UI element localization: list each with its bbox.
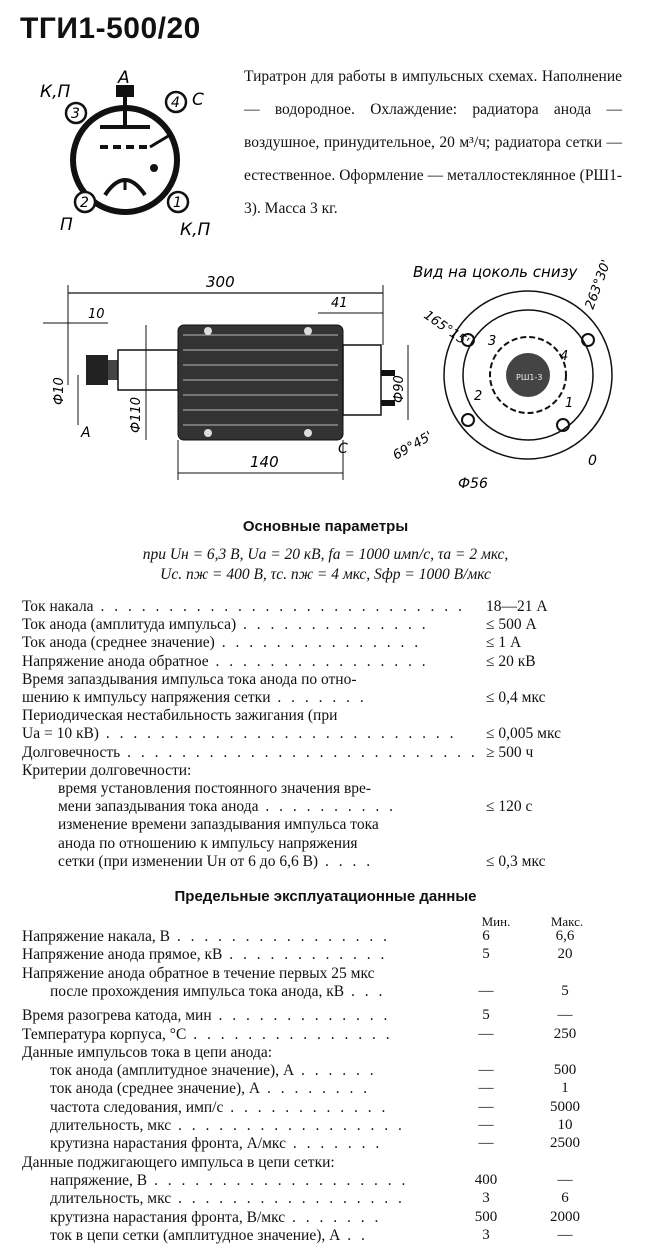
param-label: Ток анода (среднее значение) <box>22 634 215 652</box>
limit-max: 5000 <box>550 1098 580 1115</box>
limit-label: Время разогрева катода, мин <box>22 1007 212 1025</box>
limit-min: 5 <box>482 1007 490 1024</box>
limit-label: частота следования, имп/с <box>50 1098 224 1116</box>
limit-max: — <box>557 1171 573 1188</box>
limit-label: Напряжение анода обратное в течение первых 25 мкс <box>22 964 375 982</box>
leader-dots: . . . <box>344 982 386 1000</box>
leader-dots: . . . . . . <box>294 1062 377 1080</box>
leader-dots: . . <box>340 1226 368 1244</box>
angle-69: 69°45' <box>390 428 436 464</box>
socket-text: РШ1-3 <box>516 373 543 382</box>
limit-label: крутизна нарастания фронта, А/мкс <box>50 1135 286 1153</box>
param-label: время установления постоянного значения вре- <box>58 780 372 797</box>
limit-min: 3 <box>482 1226 490 1243</box>
limit-max: 6,6 <box>555 928 575 944</box>
limit-label: ток анода (среднее значение), А <box>50 1080 261 1098</box>
limit-row <box>22 1007 390 1025</box>
angle-0: 0 <box>588 453 597 469</box>
param-value: ≤ 0,005 мкс <box>486 725 561 743</box>
param-label: Напряжение анода обратное <box>22 652 209 670</box>
dimension-drawing <box>28 255 628 505</box>
limit-max: 6 <box>561 1190 569 1207</box>
conditions-line-1: при Uн = 6,3 В, Uа = 20 кВ, fа = 1000 имп/с, τа = 2 мкс, <box>142 546 509 563</box>
param-row <box>22 725 456 743</box>
dim-41: 41 <box>331 296 348 311</box>
limit-row <box>22 1044 272 1062</box>
leader-dots: . . . . . . . . . . . . . . . . . . . <box>147 1171 409 1189</box>
description-text: Тиратрон для работы в импульсных схемах. Наполнение — водородное. Охлаждение: радиатора анода — воздушное, принудительное, 20 м³/ч; радиатора сетки — естественное. Оформление — металлостеклянное (РШ1-3). Масса 3 кг. <box>244 68 622 217</box>
pin-1-label: 1 <box>173 195 182 211</box>
param-row <box>22 744 478 762</box>
param-row <box>58 835 358 853</box>
leader-dots: . . . . . . . . . . . . . . . . . . . . . . . . . . . <box>93 598 465 615</box>
pin-2-label: 2 <box>80 195 89 211</box>
pin-kp-bottom-label: К,П <box>180 220 211 240</box>
leader-dots: . . . . . . . . . . . . . . . . . . . . . . . . . . <box>120 743 478 761</box>
param-label: Периодическая нестабильность зажигания (при <box>22 707 338 725</box>
label-c: С <box>338 441 348 457</box>
leader-dots: . . . . . . . . . . . . . . . <box>214 634 422 652</box>
param-label: Долговечность <box>22 743 121 761</box>
param-row <box>22 598 465 616</box>
leader-dots: . . . . . . . . . . <box>258 798 396 816</box>
angle-263: 263°30' <box>582 257 615 312</box>
limit-row <box>22 928 390 946</box>
param-value: ≥ 500 ч <box>486 743 534 761</box>
param-label: Критерии долговечности: <box>22 761 192 779</box>
leader-dots: . . . . . . . . . . . . . . <box>236 616 429 634</box>
limit-row <box>50 1209 381 1227</box>
limit-row <box>50 983 385 1001</box>
dim-phi110: Ф110 <box>129 396 144 433</box>
param-value: ≤ 20 кВ <box>486 652 536 670</box>
pin-anode-label: А <box>118 68 130 88</box>
leader-dots: . . . . . . . <box>285 1135 383 1153</box>
base-pin-1: 1 <box>565 396 574 411</box>
pin-3-label: 3 <box>71 106 80 122</box>
param-row <box>58 853 373 871</box>
param-value: ≤ 1 А <box>486 634 522 652</box>
param-row <box>58 780 371 798</box>
param-label: Время запаздывания импульса тока анода по отно- <box>22 670 357 688</box>
pin-kp-top-label: К,П <box>40 82 71 102</box>
limit-min: 400 <box>474 1171 498 1188</box>
limit-row <box>22 965 375 983</box>
limit-min: — <box>478 1117 494 1133</box>
limit-label: Температура корпуса, °С <box>22 1025 187 1043</box>
param-label: Uа = 10 кВ) <box>22 725 99 743</box>
limit-max: 10 <box>557 1117 573 1133</box>
limit-label: ток в цепи сетки (амплитудное значение), А <box>50 1226 341 1244</box>
limit-row <box>50 1099 388 1117</box>
param-label: изменение времени запаздывания импульса тока <box>58 816 379 834</box>
leader-dots: . . . . . . . . . . . . <box>222 946 388 964</box>
pin-c-label: С <box>192 90 204 110</box>
limit-label: после прохождения импульса тока анода, кВ <box>50 982 345 1000</box>
page-title: ТГИ1-500/20 <box>20 12 201 45</box>
dim-phi56: Ф56 <box>458 476 488 492</box>
limit-row <box>50 1135 382 1153</box>
leader-dots: . . . . . . . . <box>260 1080 371 1098</box>
limit-min: — <box>478 1098 494 1115</box>
dim-phi90: Ф90 <box>392 375 407 403</box>
limit-max: 2000 <box>550 1208 580 1225</box>
limit-max: 20 <box>557 946 573 963</box>
limit-max: 250 <box>553 1025 577 1042</box>
leader-dots: . . . . . . . . . . . . <box>223 1098 389 1116</box>
param-row <box>22 671 357 689</box>
limit-min: — <box>478 982 494 999</box>
limit-label: напряжение, В <box>50 1171 148 1189</box>
param-value: ≤ 0,3 мкс <box>486 852 546 870</box>
leader-dots: . . . . <box>318 852 374 870</box>
param-value: 18—21 А <box>486 598 548 615</box>
pinout-diagram <box>40 65 230 245</box>
col-min-header: Мин. <box>481 914 511 929</box>
base-pin-2: 2 <box>474 389 483 404</box>
param-value: ≤ 120 с <box>486 798 533 816</box>
label-a: А <box>81 425 91 441</box>
limit-label: Данные поджигающего импульса в цепи сетки: <box>22 1153 335 1171</box>
param-label: шению к импульсу напряжения сетки <box>22 689 271 706</box>
param-label: мени запаздывания тока анода <box>58 798 259 816</box>
param-row <box>58 798 396 816</box>
limit-row <box>50 1080 370 1098</box>
param-row <box>58 816 379 834</box>
angle-165: 165°15' <box>420 307 472 350</box>
limit-min: — <box>478 1080 494 1097</box>
leader-dots: . . . . . . . . . . . . . <box>211 1007 391 1025</box>
limit-label: ток анода (амплитудное значение), А <box>50 1062 295 1080</box>
leader-dots: . . . . . . . <box>285 1208 382 1226</box>
col-max-header: Макс. <box>550 914 584 929</box>
limit-min: 6 <box>482 928 490 944</box>
main-params-title: Основные параметры <box>242 518 409 535</box>
limit-row <box>22 946 387 964</box>
limit-min: 5 <box>482 946 490 963</box>
limit-max: 500 <box>553 1062 577 1079</box>
param-row <box>22 634 421 652</box>
leader-dots: . . . . . . . <box>270 689 367 706</box>
conditions-line-2: Uс. пж = 400 В, τс. пж = 4 мкс, Sфр = 1000 В/мкс <box>160 566 491 583</box>
pin-4-label: 4 <box>171 95 180 111</box>
leader-dots: . . . . . . . . . . . . . . . . . . . . . . . . . . <box>98 725 457 743</box>
param-value: ≤ 0,4 мкс <box>486 689 546 706</box>
param-label: Ток анода (амплитуда импульса) <box>22 616 237 634</box>
limit-label: длительность, мкс <box>50 1117 172 1134</box>
param-row <box>22 689 367 707</box>
limit-min: 500 <box>474 1208 498 1225</box>
limit-min: 3 <box>482 1190 490 1207</box>
limit-label: Напряжение анода прямое, кВ <box>22 946 223 964</box>
base-pin-3: 3 <box>488 334 497 349</box>
limit-min: — <box>478 1135 494 1152</box>
dim-10: 10 <box>88 307 105 322</box>
param-row <box>22 616 429 634</box>
limit-row <box>22 1154 335 1172</box>
limit-label: крутизна нарастания фронта, В/мкс <box>50 1208 286 1226</box>
leader-dots: . . . . . . . . . . . . . . . . <box>169 928 390 945</box>
pin-p-label: П <box>60 215 73 235</box>
leader-dots: . . . . . . . . . . . . . . . . . <box>171 1117 405 1134</box>
leader-dots: . . . . . . . . . . . . . . . . . <box>171 1190 405 1208</box>
limit-min: — <box>478 1062 494 1079</box>
param-label: Ток накала <box>22 598 94 615</box>
limit-label: Напряжение накала, В <box>22 928 170 945</box>
limits-title: Предельные эксплуатационные данные <box>174 888 477 905</box>
leader-dots: . . . . . . . . . . . . . . . <box>186 1025 393 1043</box>
param-label: сетки (при изменении Uн от 6 до 6,6 В) <box>58 852 319 870</box>
limit-row <box>50 1117 405 1135</box>
limit-row <box>50 1227 368 1245</box>
base-pin-4: 4 <box>560 349 569 364</box>
limit-min: — <box>478 1025 494 1042</box>
limit-row <box>50 1172 408 1190</box>
limit-max: 2500 <box>550 1135 580 1152</box>
param-row <box>22 707 337 725</box>
limit-row <box>50 1190 405 1208</box>
limit-max: 5 <box>561 982 569 999</box>
dim-300: 300 <box>206 273 235 291</box>
view-label: Вид на цоколь снизу <box>413 263 578 281</box>
limit-label: Данные импульсов тока в цепи анода: <box>22 1043 273 1061</box>
leader-dots: . . . . . . . . . . . . . . . . <box>208 652 429 670</box>
param-value: ≤ 500 А <box>486 616 537 634</box>
limit-max: 1 <box>561 1080 569 1097</box>
param-label: анода по отношению к импульсу напряжения <box>58 834 358 852</box>
limit-max: — <box>557 1226 573 1243</box>
limit-max: — <box>557 1007 573 1024</box>
limit-label: длительность, мкс <box>50 1190 172 1208</box>
dim-140: 140 <box>250 453 279 471</box>
limit-row <box>22 1026 393 1044</box>
param-row <box>22 762 191 780</box>
dim-phi10: Ф10 <box>52 377 67 405</box>
limit-row <box>50 1062 377 1080</box>
param-row <box>22 653 429 671</box>
